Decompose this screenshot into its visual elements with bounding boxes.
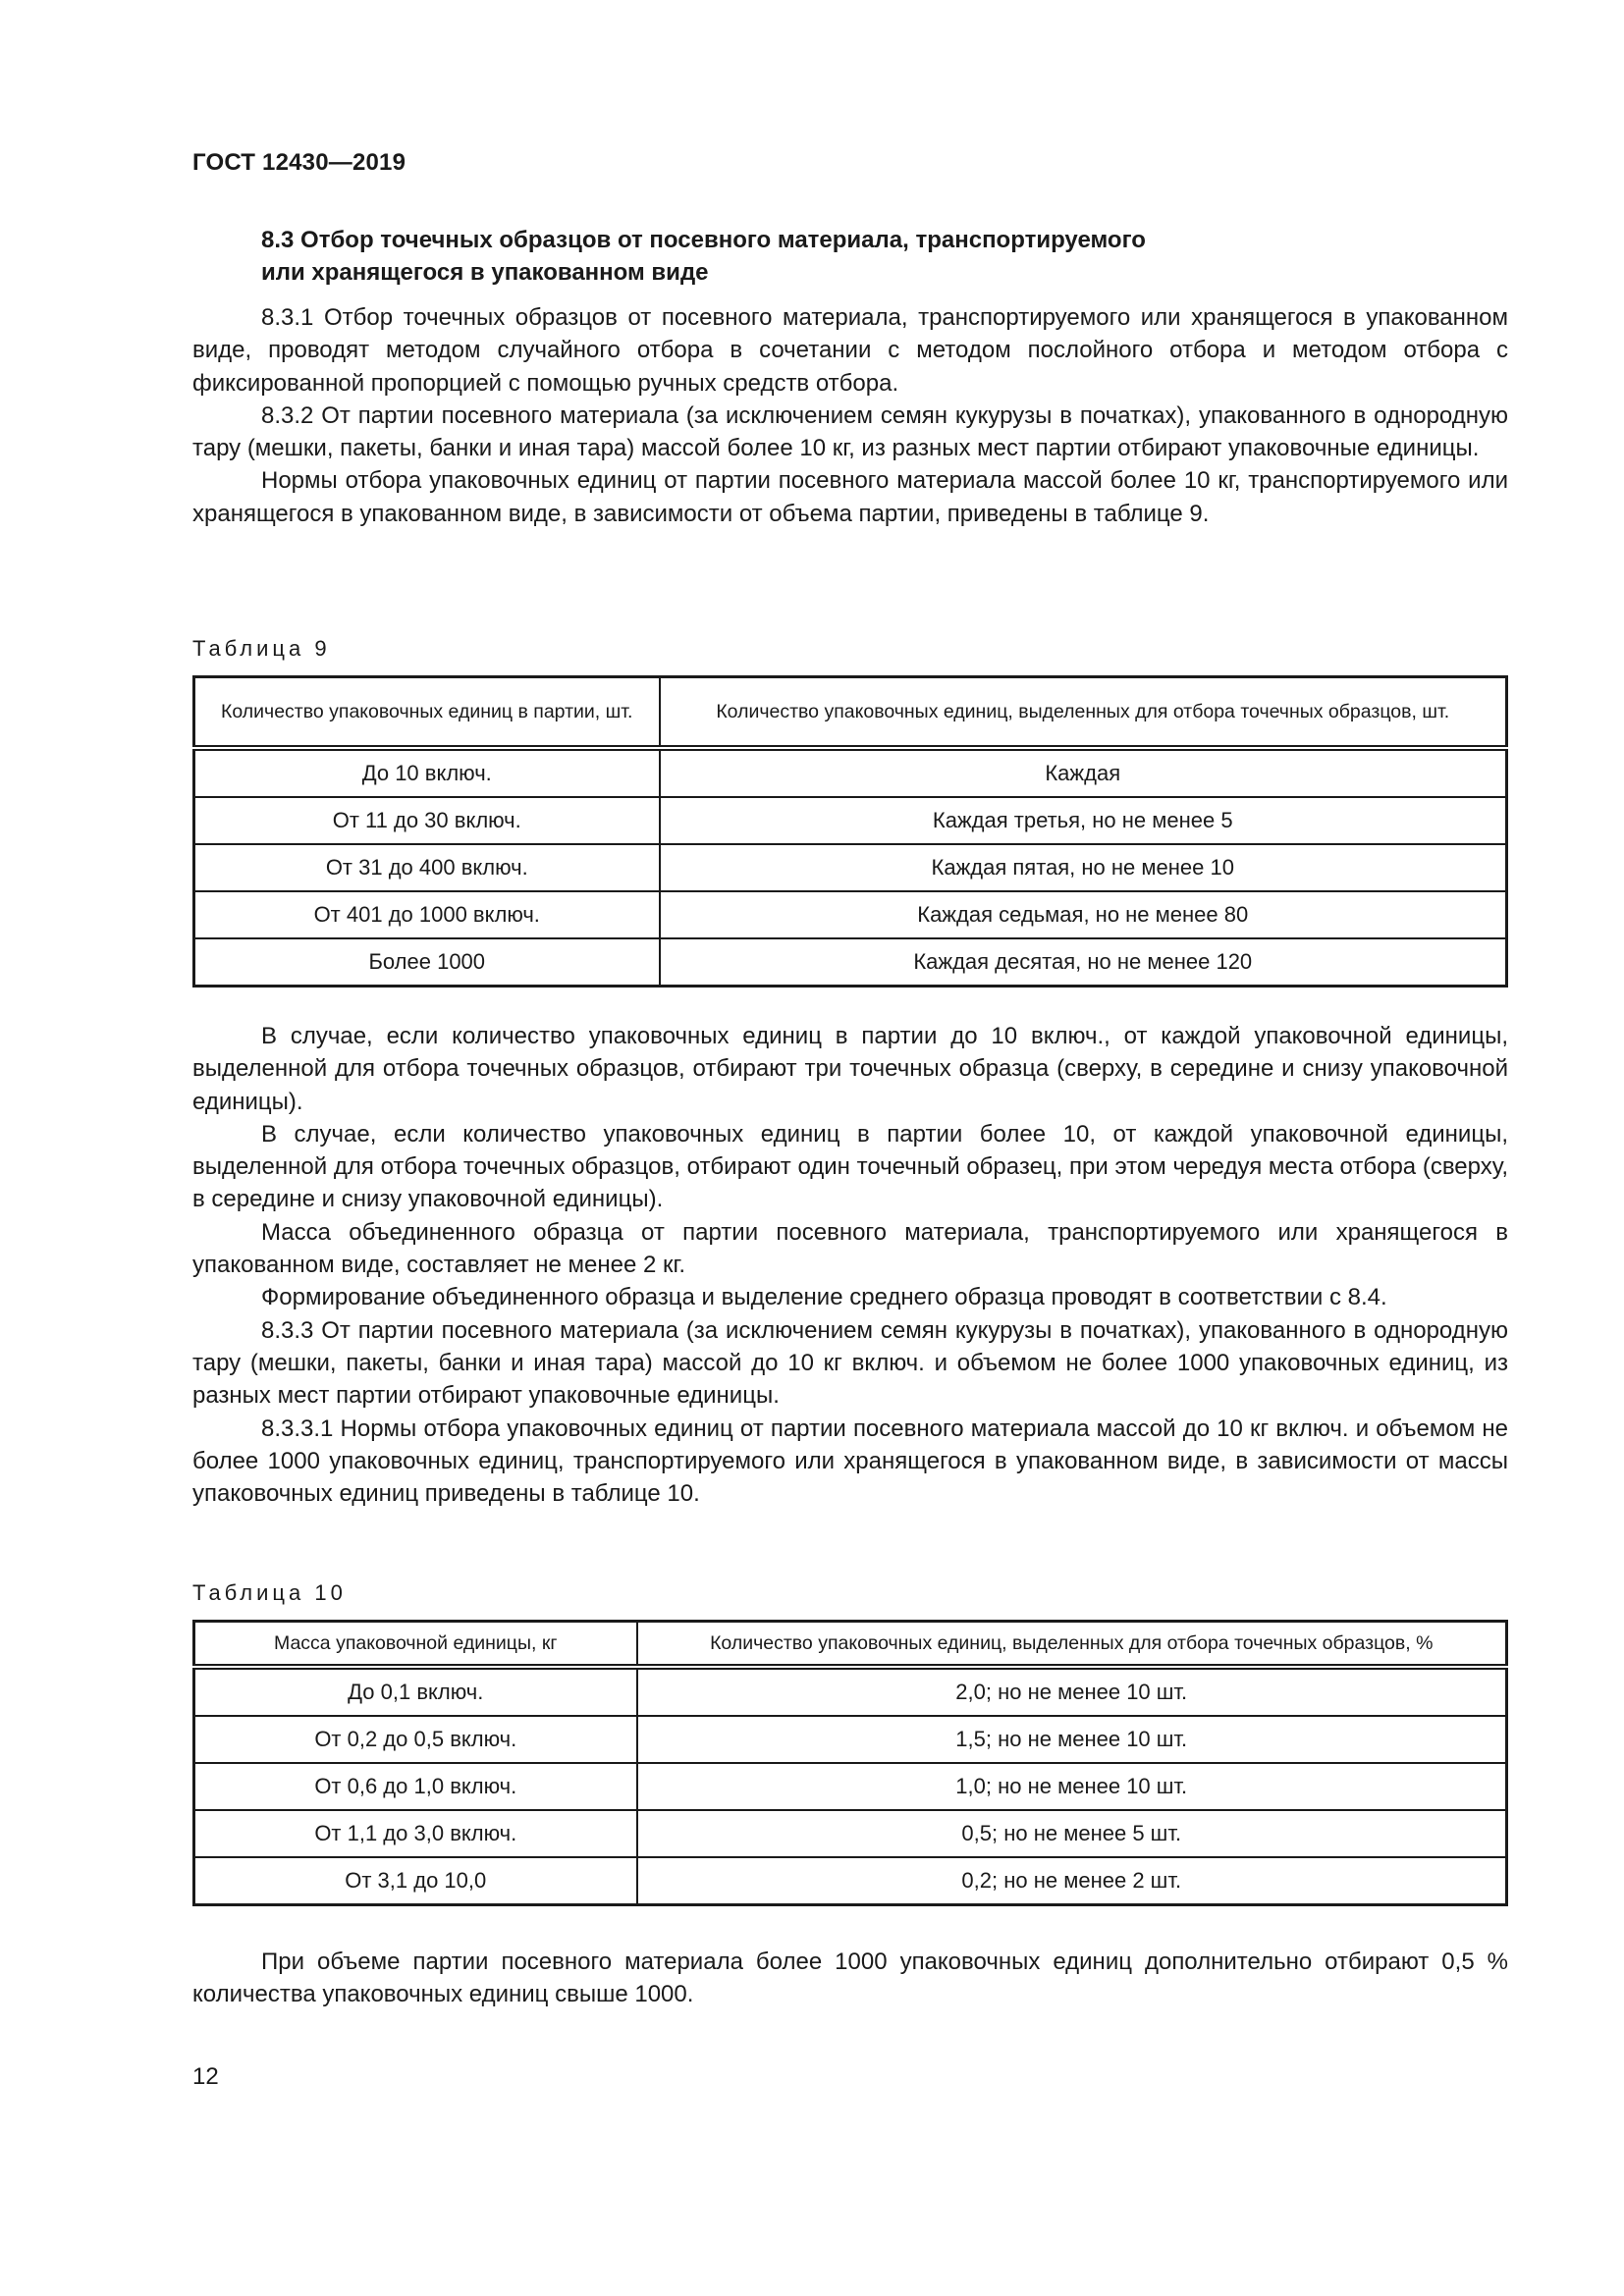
table-cell: До 0,1 включ. [194,1667,637,1716]
table-row [194,1857,1507,1905]
paragraph-over-10-units: В случае, если количество упаковочных единиц в партии более 10, от каждой упаковочной единицы, выделенной для отбора точечных образцов, отбирают один точечный образец, при этом чередуя места отбора (сверху, в середине и снизу упаковочной единицы). [192,1120,1508,1213]
paragraph-8-3-3: 8.3.3 От партии посевного материала (за исключением семян кукурузы в початках), упакованного в однородную тару (мешки, пакеты, банки и иная тара) массой до 10 кг включ. и объемом не более 1000 упаковочных единиц, из разных мест партии отбирают упаковочные единицы. [192,1316,1508,1410]
table-row [194,1716,1507,1763]
page-number: 12 [192,2063,219,2090]
column-header: Количество упаковочных единиц, выделенных для отбора точечных образцов, шт. [660,677,1507,749]
section-heading-line-1: 8.3 Отбор точечных образцов от посевного материала, транспортируемого [261,227,1146,253]
paragraph-over-1000-units: При объеме партии посевного материала более 1000 упаковочных единиц дополнительно отбирают 0,5 % количества упаковочных единиц свыше 1000. [192,1949,1508,2008]
body-text-bottom [192,1946,1508,2011]
paragraph-8-3-1: 8.3.1 Отбор точечных образцов от посевного материала, транспортируемого или хранящегося в упакованном виде, проводят методом случайного отбора в сочетании с методом послойного отбора и методом отбора с фиксированной пропорцией с помощью ручных средств отбора. [192,304,1508,397]
paragraph-table9-reference: Нормы отбора упаковочных единиц от партии посевного материала массой более 10 кг, транспортируемого или хранящегося в упакованном виде, в зависимости от объема партии, приведены в таблице 9. [192,467,1508,527]
table-cell: Каждая седьмая, но не менее 80 [660,891,1507,938]
paragraph-8-3-2: 8.3.2 От партии посевного материала (за исключением семян кукурузы в початках), упакованного в однородную тару (мешки, пакеты, банки и иная тара) массой более 10 кг, из разных мест партии отбирают упаковочные единицы. [192,401,1508,462]
table-row [194,797,1507,844]
table-header-row [194,1622,1507,1668]
table-row [194,1763,1507,1810]
table-cell: От 0,2 до 0,5 включ. [194,1716,637,1763]
table-cell: Каждая пятая, но не менее 10 [660,844,1507,891]
table-row [194,938,1507,987]
table-cell: От 1,1 до 3,0 включ. [194,1810,637,1857]
table-cell: От 3,1 до 10,0 [194,1857,637,1905]
table-cell: 0,2; но не менее 2 шт. [637,1857,1507,1905]
body-text-top [192,301,1508,530]
table-10 [192,1620,1508,1906]
table-9 [192,675,1508,988]
table-cell: 1,5; но не менее 10 шт. [637,1716,1507,1763]
body-text-middle [192,1020,1508,1510]
table-row [194,1667,1507,1716]
section-heading [261,224,1439,289]
table-row [194,891,1507,938]
table-cell: Каждая [660,748,1507,797]
table-row [194,844,1507,891]
table-cell: От 0,6 до 1,0 включ. [194,1763,637,1810]
paragraph-up-to-10-units: В случае, если количество упаковочных единиц в партии до 10 включ., от каждой упаковочной единицы, выделенной для отбора точечных образцов, отбирают три точечных образца (сверху, в середине и снизу упаковочной единицы). [192,1023,1508,1115]
table-cell: 2,0; но не менее 10 шт. [637,1667,1507,1716]
table-row [194,748,1507,797]
table-cell: От 11 до 30 включ. [194,797,660,844]
table-row [194,1810,1507,1857]
table-cell: От 31 до 400 включ. [194,844,660,891]
table-cell: Более 1000 [194,938,660,987]
table-cell: 0,5; но не менее 5 шт. [637,1810,1507,1857]
section-heading-line-2: или хранящегося в упакованном виде [261,259,709,286]
table-cell: Каждая десятая, но не менее 120 [660,938,1507,987]
table-cell: 1,0; но не менее 10 шт. [637,1763,1507,1810]
table-header-row [194,677,1507,749]
table9-caption: Таблица 9 [192,636,331,661]
paragraph-combined-sample-mass: Масса объединенного образца от партии посевного материала, транспортируемого или хранящегося в упакованном виде, составляет не менее 2 кг. [192,1218,1508,1279]
column-header: Масса упаковочной единицы, кг [194,1622,637,1668]
table-cell: До 10 включ. [194,748,660,797]
paragraph-sample-formation: Формирование объединенного образца и выделение среднего образца проводят в соответствии с 8.4. [261,1284,1387,1311]
document-code-header: ГОСТ 12430—2019 [192,149,406,176]
table10-caption: Таблица 10 [192,1580,347,1605]
column-header: Количество упаковочных единиц, выделенных для отбора точечных образцов, % [637,1622,1507,1668]
table-cell: От 401 до 1000 включ. [194,891,660,938]
column-header: Количество упаковочных единиц в партии, шт. [194,677,660,749]
table-cell: Каждая третья, но не менее 5 [660,797,1507,844]
paragraph-8-3-3-1: 8.3.3.1 Нормы отбора упаковочных единиц от партии посевного материала массой до 10 кг включ. и объемом не более 1000 упаковочных единиц, транспортируемого или хранящегося в упакованном виде, в зависимости от массы упаковочных единиц приведены в таблице 10. [192,1415,1508,1508]
